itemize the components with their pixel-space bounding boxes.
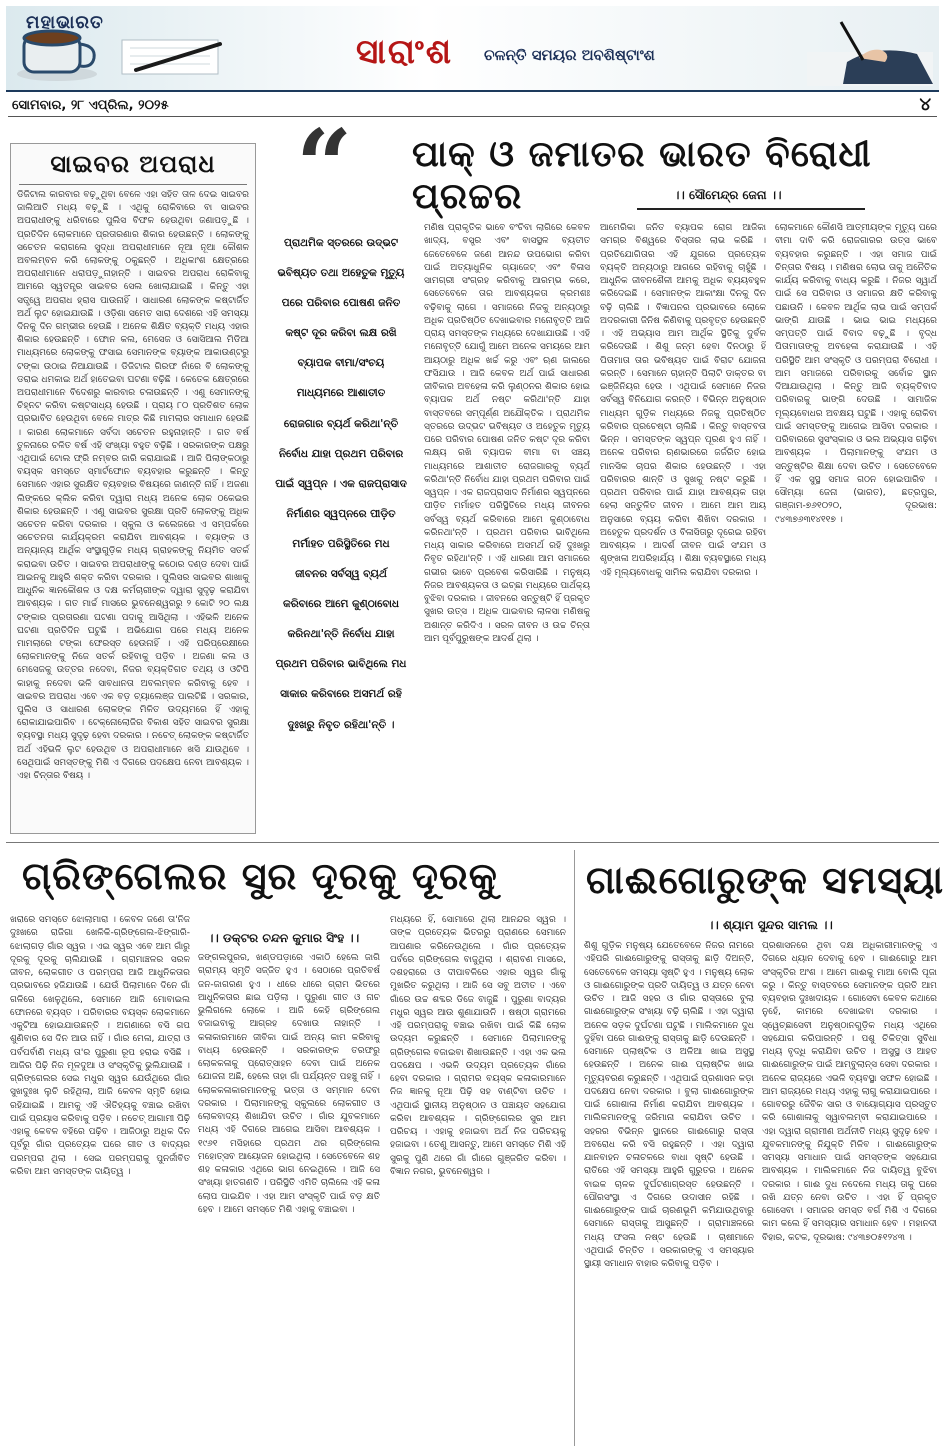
pullquote-line: ରୋଜଗାର ବ୍ୟର୍ଥ କରିଥା'ନ୍ତି <box>283 417 399 430</box>
pullquote-line: ମାଧ୍ୟମରେ ଆଶାତୀତ <box>296 387 386 400</box>
article-headline: ପାକ୍ ଓ ଜମାତର ଭାରତ ବିରୋଧୀ ପ୍ରଚ୍ଚର <box>412 134 872 217</box>
editorial-sidebar <box>10 143 256 834</box>
pullquote-line: ନିର୍ବୋଧ ଯାହା ପ୍ରଥମ ପରିବାର <box>278 447 404 460</box>
article-column: ଜଙ୍ଗଲପୁରର, ଖଣ୍ଡପଡ଼ାରେ ଏକାଠି ହେଲେ ଜାଗି ଗ୍ରାମ୍ୟ ସ୍ମୃତି ସଜ୍ଜିତ ହୁଏ । ସେଠାରେ ପ୍ରତିବର୍ଷ ଜନ-ଜାଗରଣ ହୁଏ । ଧୀରେ ଧୀରେ ଗ୍ରାମ ଭିତରେ ଆଧୁନିକତାର ଛାଇ ପଡ଼ିଲା । ପୁରୁଣା ଗୀତ ଓ ନାଚ ଭୁଲିଗଲେ ଲୋକେ । ଆଜି କେହି ଗ୍ରିଙ୍ଗେଲ ବଜାଇବାକୁ ଆଗ୍ରହ ଦେଖାଉ ନାହାନ୍ତି । କଳାକାରମାନେ ଜୀବିକା ପାଇଁ ଅନ୍ୟ କାମ କରିବାକୁ ବାଧ୍ୟ ହେଉଛନ୍ତି । ସରକାରଙ୍କ ତରଫରୁ ଲୋକକଳାକୁ ପ୍ରୋତ୍ସାହନ ଦେବା ପାଇଁ ଅନେକ ଯୋଜନା ଅଛି, ହେଲେ ତାହା ଗାଁ ପର୍ଯ୍ୟନ୍ତ ପହଞ୍ଚୁ ନାହିଁ । ଲୋକକଳାକାରମାନଙ୍କୁ ଭତ୍ତା ଓ ସମ୍ମାନ ଦେବା ଦରକାର । ପିଲାମାନଙ୍କୁ ସ୍କୁଲରେ ଲୋକଗୀତ ଓ ଲୋକବାଦ୍ୟ ଶିଖାଯିବା ଉଚିତ । ଗାଁର ଯୁବକମାନେ ମଧ୍ୟ ଏହି ଦିଗରେ ଆଗେଇ ଆସିବା ଆବଶ୍ୟକ । ୧୯୬୧ ମସିହାରେ ପ୍ରଥମ ଥର ଗ୍ରିଙ୍ଗେଲ ମହୋତ୍ସବ ଆୟୋଜନ ହୋଇଥିଲା । ସେତେବେଳେ ଶହ ଶହ କଳାକାର ଏଥିରେ ଭାଗ ନେଇଥିଲେ । ଆଜି ସେ ସଂଖ୍ୟା ହାତଗଣତି । ପରିସ୍ଥିତି ଏମିତି ଚାଲିଲେ ଏହି କଳା ଲୋପ ପାଇଯିବ । ଏହା ଆମ ସଂସ୍କୃତି ପାଇଁ ବଡ଼ କ୍ଷତି ହେବ । ଆମେ ସମସ୍ତେ ମିଶି ଏହାକୁ ବଞ୍ଚାଇବା । <box>198 953 380 1215</box>
dateline <box>8 96 937 117</box>
divider <box>19 184 247 185</box>
pullquote-line: କରିନଥା'ନ୍ତି ନିର୍ବୋଧ ଯାହା <box>287 628 395 641</box>
pullquote-line: କଷ୍ଟ ଦୂର କରିବା ଲକ୍ଷ ରଖି <box>285 327 397 340</box>
section-title: ସାରାଂଶ <box>356 32 453 72</box>
pullquote-line: ଜୀବନର ସର୍ବସ୍ୱ ବ୍ୟର୍ଥ <box>295 568 387 581</box>
divider <box>574 850 575 1446</box>
section-subtitle: ଚଳନ୍ତି ସମୟର ଅବଶିଷ୍ଟାଂଶ <box>484 46 655 64</box>
pullquote-line: ନିର୍ମାଣର ସ୍ୱପ୍ନରେ ପୀଡ଼ିତ <box>286 507 396 520</box>
article-byline: ।। ଶ୍ୟାମ ସୁନ୍ଦର ସାମଲ ।। <box>708 918 833 932</box>
pullquote-line: ପ୍ରାଥମିକ ସ୍ତରରେ ଉଦ୍ଭଟ <box>283 237 398 249</box>
masthead <box>6 6 939 92</box>
pullquote-line: କରିବାରେ ଆମେ କୁଣ୍ଠାବୋଧ <box>282 598 400 611</box>
article-column: ମଣିଷ ପ୍ରାକୃତିକ ଭାବେ ବଂଚିବା ଲାଗିରେ କେବଳ ଖାଦ୍ୟ, ବସ୍ତ୍ର ଏବଂ ବାସସ୍ଥଳ ବ୍ୟତୀତ ଜେତେବେଳେ ଜଣେ ଆନନ୍ଦ ଉପଭୋଗ କରିବା ପାଇଁ ଅତ୍ୟାଧୁନିକ ଗ୍ୟାଜେଟ୍ ଏବଂ ବିଳାସ ସାମଗ୍ରୀ ସଂଗ୍ରହ କରିବାକୁ ଆରମ୍ଭ କରେ, ସେତେବେଳେ ତାର ଆବଶ୍ୟକତା କ୍ରମଶଃ ବଢ଼ିବାକୁ ଲାଗେ । ସମାଜରେ ନିଜକୁ ଅନ୍ୟଠାରୁ ଅଧିକ ପ୍ରତିଷ୍ଠିତ ଦେଖାଇବାର ମନୋବୃତ୍ତି ଆଜି ପ୍ରାୟ ସମସ୍ତଙ୍କ ମଧ୍ୟରେ ଦେଖାଯାଉଛି । ଏହି ମନୋବୃତ୍ତି ଯୋଗୁଁ ଆମେ ଅନେକ ସମୟରେ ଆମ ଆୟଠାରୁ ଅଧିକ ଖର୍ଚ୍ଚ କରୁ ଏବଂ ଋଣ ଜାଲରେ ଫସିଯାଉ । ଆଜି କେବଳ ଅର୍ଥ ପାଇଁ ସାଧାରଣ ଜୀବିକାର ଅବହେଳା କରି ଲୁଣ୍ଠନର ଶିକାର ହୋଇ ବ୍ୟାପକ ଅର୍ଥ ନଷ୍ଟ କରିଥା'ନ୍ତି ଯାହା ବାସ୍ତବରେ ସମ୍ପୂର୍ଣ୍ଣ ଅଯୌକ୍ତିକ । ପ୍ରାଥମିକ ସ୍ତରରେ ଉଦ୍ଭଟ ଭବିଷ୍ୟତ ଓ ଅହେତୁକ ମୃତ୍ୟୁ ପରେ ପରିବାର ପୋଷଣ ଜନିତ କଷ୍ଟ ଦୂର କରିବା ଲକ୍ଷ୍ୟ ରଖି ବ୍ୟାପକ ବୀମା ବା ସଞ୍ଚୟ ମାଧ୍ୟମରେ ଆଶାତୀତ ରୋଜଗାରକୁ ବ୍ୟର୍ଥ କରିଥା'ନ୍ତି ନିର୍ବୋଧ ଯାହା ପ୍ରଥମ ପରିବାର ପାଇଁ ସ୍ୱପ୍ନ । ଏକ ରାଜପ୍ରାସାଦ ନିର୍ମାଣର ସ୍ୱପ୍ନରେ ପୀଡ଼ିତ ମର୍ମାହତ ପରିସ୍ଥିତିରେ ମଧ୍ୟ ଜୀବନର ସର୍ବସ୍ୱ ବ୍ୟର୍ଥ କରିବାରେ ଆମେ କୁଣ୍ଠାବୋଧ କରିନଥା'ନ୍ତି । ପ୍ରଥମ ପରିବାର ଭାବିଥିଲେ ମଧ୍ୟ ସାକାର କରିବାରେ ଅସମର୍ଥ ରହି ଦୁଃଖରୁ ନିବୃତ ରହିଥା'ନ୍ତି । ଏହି ଧାରଣା ଆମ ସମାଜରେ ଗଭୀର ଭାବେ ପ୍ରବେଶ କରିସାରିଛି । ମନୁଷ୍ୟ ନିଜର ଆବଶ୍ୟକତା ଓ ଇଚ୍ଛା ମଧ୍ୟରେ ପାର୍ଥକ୍ୟ ବୁଝିବା ଦରକାର । ଜୀବନରେ ସନ୍ତୁଷ୍ଟି ହିଁ ପ୍ରକୃତ ସୁଖର ଉତ୍ସ । ଅଧିକ ପାଇବାର ଲାଳସା ମଣିଷକୁ ଅଶାନ୍ତ କରିଦିଏ । ସରଳ ଜୀବନ ଓ ଉଚ୍ଚ ଚିନ୍ତା ଆମ ପୂର୍ବପୁରୁଷଙ୍କ ଆଦର୍ଶ ଥିଲା । <box>424 223 590 644</box>
pullquote-line: ସାକାର କରିବାରେ ଅସମର୍ଥ ରହି <box>280 688 402 701</box>
quote-mark-icon: “ <box>296 109 353 224</box>
article-column: ଆମେରିକା ଜନିତ ବ୍ୟାପକ ରୋଗ ଆଜିକା ସମଗ୍ର ବିଶ୍ୱରେ ବିସ୍ତାର ଲାଭ କରିଛି । ପ୍ରତିଯୋଗିତାର ଏହି ଯୁଗରେ ପ୍ରତ୍ୟେକ ବ୍ୟକ୍ତି ଅନ୍ୟଠାରୁ ଆଗରେ ରହିବାକୁ ଚାହୁଁଛି । ଆଧୁନିକ ଜୀବନଶୈଳୀ ଆମକୁ ଅଧିକ ବ୍ୟୟବହୁଳ କରିଦେଇଛି । ସେମାନଙ୍କ ଆକାଂକ୍ଷା ଦିନକୁ ଦିନ ବଢ଼ି ଚାଲିଛି । ବିଜ୍ଞାପନର ପ୍ରଭାବରେ ଲୋକେ ଅଦରକାରୀ ଜିନିଷ କିଣିବାକୁ ପ୍ରବୃତ୍ତ ହେଉଛନ୍ତି । ଏହି ଅଭ୍ୟାସ ଆମ ଆର୍ଥିକ ସ୍ଥିତିକୁ ଦୁର୍ବଳ କରିଦେଉଛି । ଶିଶୁ ଜନ୍ମ ହେବା ଦିନଠାରୁ ହିଁ ପିତାମାତା ତାର ଭବିଷ୍ୟତ ପାଇଁ ବିରାଟ ଯୋଜନା କରନ୍ତି । ସେମାନେ ଚାହାନ୍ତି ପିଲାଟି ଡାକ୍ତର ବା ଇଞ୍ଜିନିୟର ହେଉ । ଏଥିପାଇଁ ସେମାନେ ନିଜର ସର୍ବସ୍ୱ ବିନିଯୋଗ କରନ୍ତି । ବିଭିନ୍ନ ଅନୁଷ୍ଠାନ ମାଧ୍ୟମ ଗୁଡ଼ିକ ମଧ୍ୟରେ ନିଜକୁ ପ୍ରତିଷ୍ଠିତ କରିବାର ପ୍ରଚେଷ୍ଟା ଚାଲିଛି । କିନ୍ତୁ ବାସ୍ତବତା ଭିନ୍ନ । ସମସ୍ତଙ୍କ ସ୍ୱପ୍ନ ପୂରଣ ହୁଏ ନାହିଁ । ଅନେକ ପରିବାର ଋଣଭାରରେ ଜର୍ଜରିତ ହୋଇ ମାନସିକ ଚାପର ଶିକାର ହେଉଛନ୍ତି । ଏହା ପରିବାରର ଶାନ୍ତି ଓ ସୁଖକୁ ନଷ୍ଟ କରୁଛି । ପ୍ରଥମ ପରିବାର ପାଇଁ ଯାହା ଆବଶ୍ୟକ ତାହା ହେଲା ସନ୍ତୁଳିତ ଜୀବନ । ଆମେ ଆମ ଆୟ ଅନୁସାରେ ବ୍ୟୟ କରିବା ଶିଖିବା ଦରକାର । ଅହେତୁକ ପ୍ରଦର୍ଶନ ଓ ବିଳାସିତାରୁ ଦୂରେଇ ରହିବା ଆବଶ୍ୟକ । ଆଦର୍ଶ ଜୀବନ ପାଇଁ ସଂଯମ ଓ ଶୃଙ୍ଖଳା ଅପରିହାର୍ଯ୍ୟ । ଶିକ୍ଷା ବ୍ୟବସ୍ଥାରେ ମଧ୍ୟ ଏହି ମୂଲ୍ୟବୋଧକୁ ସାମିଲ କରାଯିବା ଦରକାର । <box>600 223 766 578</box>
writing-hand-icon <box>807 12 933 86</box>
page-number: ୪ <box>919 94 931 115</box>
article-byline: ।। ଡକ୍ଟର ଚନ୍ଦନ କୁମାର ସିଂହ ।। <box>208 931 360 945</box>
pullquote-line: ଦୁଃଖରୁ ନିବୃତ ରହିଥା'ନ୍ତି । <box>287 718 395 731</box>
article-headline: ଗ୍ରିଙ୍ଗେଲର ସୁର ଦୂରକୁ ଦୂରକୁ <box>22 854 498 898</box>
article-column: ମଧ୍ୟରେ ହିଁ, ସୋମାରେ ଥିଲା ଆନନ୍ଦର ସ୍ୱର । ତାଙ୍କ ପ୍ରତ୍ୟେକ ଭିତରରୁ ପ୍ରାଣରେ ସେମାନେ ଆପଣାର କରିନେଉଥିଲେ । ଗାଁର ପ୍ରତ୍ୟେକ ପର୍ବରେ ଗ୍ରିଙ୍ଗେଲ ବାଜୁଥିଲା । ଶ୍ରାବଣ ମାସରେ, ଦଶହରାରେ ଓ ଦୀପାବଳିରେ ଏହାର ସ୍ୱର ଗାଁକୁ ମୁଖରିତ କରୁଥିଲା । ଆଜି ସେ ସବୁ ଅତୀତ । ଏବେ ଗାଁରେ ଉଚ୍ଚ ଶବ୍ଦର ଡିଜେ ବାଜୁଛି । ପୁରୁଣା ବାଦ୍ୟର ମଧୁର ସ୍ୱର ଆଉ ଶୁଣାଯାଉନି । ଷଷ୍ଠୀ ଗ୍ରାମରେ ଏହି ପରମ୍ପରାକୁ ବଞ୍ଚାଇ ରଖିବା ପାଇଁ କିଛି ଲୋକ ଉଦ୍ୟମ କରୁଛନ୍ତି । ସେମାନେ ପିଲାମାନଙ୍କୁ ଗ୍ରିଙ୍ଗେଲ ବଜାଇବା ଶିଖାଉଛନ୍ତି । ଏହା ଏକ ଭଲ ପଦକ୍ଷେପ । ଏଭଳି ଉଦ୍ୟମ ପ୍ରତ୍ୟେକ ଗାଁରେ ହେବା ଦରକାର । ଗ୍ରାମର ବୟସ୍କ କଳାକାରମାନେ ନିଜ ଜ୍ଞାନକୁ ନୂଆ ପିଢ଼ି ସହ ବାଣ୍ଟିବା ଉଚିତ । ଏଥିପାଇଁ ସ୍ଥାନୀୟ ଅନୁଷ୍ଠାନ ଓ ପଞ୍ଚାୟତ ସହଯୋଗ କରିବା ଆବଶ୍ୟକ । ଗ୍ରିଙ୍ଗେଲର ସୁର ଆମ ପରିଚୟ । ଏହାକୁ ହଜାଇବା ଅର୍ଥ ନିଜ ପରିଚୟକୁ ହଜାଇବା । ତେଣୁ ଆସନ୍ତୁ, ଆମେ ସମସ୍ତେ ମିଶି ଏହି ସୁରକୁ ପୁଣି ଥରେ ଗାଁ ଗାଁରେ ଗୁଞ୍ଜରିତ କରିବା । ବିଜ୍ଞାନ ନଗର, ଭୁବନେଶ୍ୱର । <box>390 915 566 1177</box>
pullquote <box>266 228 416 740</box>
article-column: ପ୍ରଶାସନରେ ଥିବା ଦକ୍ଷ ଅଧିକାରୀମାନଙ୍କୁ ଏ ଦିଗରେ ଧ୍ୟାନ ଦେବାକୁ ହେବ । ଗାଈଗୋରୁ ଆମ ସଂସ୍କୃତିର ଅଂଶ । ଆମେ ଗାଈକୁ ମାଆ ବୋଲି ପୂଜା କରୁ । କିନ୍ତୁ ବାସ୍ତବରେ ସେମାନଙ୍କ ପ୍ରତି ଆମ ବ୍ୟବହାର ଦୁଃଖଦାୟକ । ଗୋସେବା କେବଳ କଥାରେ ନୁହେଁ, କାମରେ ଦେଖାଇବା ଦରକାର । ସ୍ୱେଚ୍ଛାସେବୀ ଅନୁଷ୍ଠାନଗୁଡ଼ିକ ମଧ୍ୟ ଏଥିରେ ସହଯୋଗ କରିପାରନ୍ତି । ପଶୁ ଚିକିତ୍ସା ସୁବିଧା ମଧ୍ୟ ବୃଦ୍ଧି କରାଯିବା ଉଚିତ । ଅସୁସ୍ଥ ଓ ଆହତ ଗାଈଗୋରୁଙ୍କ ପାଇଁ ଆମ୍ବୁଲାନ୍ସ ସେବା ଦରକାର । ଅନେକ ରାଜ୍ୟରେ ଏଭଳି ବ୍ୟବସ୍ଥା ସଫଳ ହୋଇଛି । ଆମ ରାଜ୍ୟରେ ମଧ୍ୟ ଏହାକୁ ଲାଗୁ କରାଯାଇପାରେ । ଗୋବରରୁ ଜୈବିକ ସାର ଓ ବାୟୋଗ୍ୟାସ ପ୍ରସ୍ତୁତ କରି ଗୋଶାଳାକୁ ସ୍ୱାବଲମ୍ବୀ କରାଯାଇପାରେ । ଏହା ଦ୍ୱାରା ଗ୍ରାମୀଣ ଅର୍ଥନୀତି ମଧ୍ୟ ସୁଦୃଢ଼ ହେବ । ଯୁବକମାନଙ୍କୁ ନିଯୁକ୍ତି ମିଳିବ । ଗାଈଗୋରୁଙ୍କ ସମସ୍ୟା ସମାଧାନ ପାଇଁ ସମସ୍ତଙ୍କ ସହଯୋଗ ଆବଶ୍ୟକ । ମାଲିକମାନେ ନିଜ ଦାୟିତ୍ୱ ବୁଝିବା ଦରକାର । ଗାଈ ଦୁଧ ନଦେଲେ ମଧ୍ୟ ତାକୁ ଘରେ ରଖି ଯତ୍ନ ନେବା ଉଚିତ । ଏହା ହିଁ ପ୍ରକୃତ ଗୋସେବା । ସମାଜର ସମସ୍ତ ବର୍ଗ ମିଶି ଏ ଦିଗରେ କାମ କଲେ ହିଁ ସମସ୍ୟାର ସମାଧାନ ହେବ । ମହାନଦୀ ବିହାର, କଟକ, ଦୂରଭାଷ: ୯୪୩୭୦୫୧୨୪୩ । <box>762 941 937 1243</box>
article-column: ଲୋକମାନେ କୌଣସି ଆତ୍ମୀୟଙ୍କ ମୃତ୍ୟୁ ପରେ ବୀମା ଦାବି କରି ରୋଜଗାରର ଉତ୍ସ ଭାବେ ବ୍ୟବହାର କରୁଛନ୍ତି । ଏହା ସମାଜ ପାଇଁ ଚିନ୍ତାର ବିଷୟ । ମଣିଷର ଲୋଭ ତାକୁ ଅନୈତିକ କାର୍ଯ୍ୟ କରିବାକୁ ବାଧ୍ୟ କରୁଛି । ନିଜର ସ୍ୱାର୍ଥ ପାଇଁ ସେ ପରିବାର ଓ ସମାଜର କ୍ଷତି କରିବାକୁ ପଛାଉନି । କେବଳ ଆର୍ଥିକ ଲାଭ ପାଇଁ ସମ୍ପର୍କ ଭାଙ୍ଗି ଯାଉଛି । ଭାଇ ଭାଇ ମଧ୍ୟରେ ସମ୍ପତ୍ତି ପାଇଁ ବିବାଦ ବଢ଼ୁଛି । ବୃଦ୍ଧ ପିତାମାତାଙ୍କୁ ଅବହେଳା କରାଯାଉଛି । ଏହି ପରିସ୍ଥିତି ଆମ ସଂସ୍କୃତି ଓ ପରମ୍ପରା ବିରୋଧୀ । ଆମ ସମାଜରେ ପରିବାରକୁ ସର୍ବୋଚ୍ଚ ସ୍ଥାନ ଦିଆଯାଉଥିଲା । କିନ୍ତୁ ଆଜି ବ୍ୟକ୍ତିବାଦ ପରିବାରକୁ ଭାଙ୍ଗି ଦେଉଛି । ସାମାଜିକ ମୂଲ୍ୟବୋଧର ଅବକ୍ଷୟ ଘଟୁଛି । ଏହାକୁ ରୋକିବା ପାଇଁ ସମସ୍ତଙ୍କୁ ଆଗେଇ ଆସିବା ଦରକାର । ପରିବାରରେ ସୁସଂସ୍କାର ଓ ଭଲ ଅଭ୍ୟାସ ଗଢ଼ିବା ଆବଶ୍ୟକ । ପିଲାମାନଙ୍କୁ ସଂଯମ ଓ ସନ୍ତୁଷ୍ଟିର ଶିକ୍ଷା ଦେବା ଉଚିତ । ସେତେବେଳେ ହିଁ ଏକ ସୁସ୍ଥ ସମାଜ ଗଠନ ହୋଇପାରିବ । ସୌମ୍ୟା ଜେନା (ଭାରତ), ଛତ୍ରପୁର, ଗଞ୍ଜାମ-୭୬୧୦୨୦, ଦୂରଭାଷ: ୯୪୩୭୬୩୧୪୧୧୭ । <box>775 223 937 525</box>
notebook-pen-icon <box>116 36 226 76</box>
sidebar-title: ସାଇବର ଅପରାଧ <box>50 150 216 178</box>
brand-logo: ମହାଭାରତ <box>26 12 104 33</box>
pullquote-line: ବ୍ୟାପକ ବୀମା/ସଂଚୟ <box>297 357 385 370</box>
pullquote-line: ପାଇଁ ସ୍ୱପ୍ନ । ଏକ ରାଜପ୍ରାସାଦ <box>275 477 407 490</box>
sidebar-body: ଡିଜିଟାଲ କାରବାର ବଢ଼ୁଥିବା ବେଳେ ଏହା ସହିତ ତାଳ ଦେଇ ସାଇବର ଜାଲିଆତି ମଧ୍ୟ ବଢ଼ୁଛି । ଏଥିକୁ ରୋକିବାରେ ବା ସାଇବର ଅପରାଧୀଙ୍କୁ ଧରିବାରେ ପୁଲିସ ବିଫଳ ହେଉଥିବା ଜଣାପଡ଼ୁଛି । ପ୍ରତିଦିନ ଲୋକମାନେ ପ୍ରତାରଣାର ଶିକାର ହେଉଛନ୍ତି । ଲୋକଙ୍କୁ ସଚେତନ କରାଗଲେ ସୁଦ୍ଧା ଅପରାଧୀମାନେ ନୂଆ ନୂଆ କୌଶଳ ଅବଲମ୍ବନ କରି ଲୋକଙ୍କୁ ଠକୁଛନ୍ତି । ଅଧିକାଂଶ କ୍ଷେତ୍ରରେ ଅପରାଧୀମାନେ ଧରାପଡ଼ୁନାହାନ୍ତି । ସାଇବର ଅପରାଧ ରୋକିବାକୁ ଆମରେ ସ୍ୱତନ୍ତ୍ର ସାଇବର ସେଲ ଖୋଲାଯାଇଛି । କିନ୍ତୁ ଏହା ସତ୍ତ୍ୱେ ଅପରାଧ ହ୍ରାସ ପାଉନାହିଁ । ସାଧାରଣ ଲୋକଙ୍କ କଷ୍ଟାର୍ଜିତ ଅର୍ଥ ଲୁଟ ହୋଇଯାଉଛି । ଓଡ଼ିଶା ସମେତ ସାରା ଦେଶରେ ଏହି ସମସ୍ୟା ଦିନକୁ ଦିନ ଗମ୍ଭୀର ହେଉଛି । ଅନେକ ଶିକ୍ଷିତ ବ୍ୟକ୍ତି ମଧ୍ୟ ଏହାର ଶିକାର ହେଉଛନ୍ତି । ଫୋନ କଲ, ମେସେଜ ଓ ସୋସିଆଲ ମିଡିଆ ମାଧ୍ୟମରେ ଲୋକଙ୍କୁ ଫସାଇ ସେମାନଙ୍କ ବ୍ୟାଙ୍କ ଆକାଉଣ୍ଟରୁ ଟଙ୍କା ଉଠାଇ ନିଆଯାଉଛି । ଡିଜିଟାଲ ଗିରଫ ନାଁରେ ବି ଲୋକଙ୍କୁ ଡରାଇ ଧମକାଇ ଅର୍ଥ ହାତେଇବା ଘଟଣା ବଢ଼ିଛି । କେତେକ କ୍ଷେତ୍ରରେ ଅପରାଧୀମାନେ ବିଦେଶରୁ କାରବାର ଚଳାଉଛନ୍ତି । ଏଣୁ ସେମାନଙ୍କୁ ଚିହ୍ନଟ କରିବା କଷ୍ଟସାଧ୍ୟ ହେଉଛି । ପ୍ରାୟ ୮୦ ପ୍ରତିଶତ ଲୋକ ପ୍ରଭାବିତ ହେଉଥିବା ବେଳେ ମାତ୍ର କିଛି ମାମଲାର ସମାଧାନ ହେଉଛି । କାରଣ ଲୋକମାନେ ସର୍ବଦା ସଚେତନ ରହୁନାହାନ୍ତି । ଗତ ବର୍ଷ ତୁଳନାରେ ଚଳିତ ବର୍ଷ ଏହି ସଂଖ୍ୟା ବହୁତ ବଢ଼ିଛି । ସରକାରଙ୍କ ପକ୍ଷରୁ ଏଥିପାଇଁ ଟୋଲ ଫ୍ରି ନମ୍ବର ଜାରି କରାଯାଇଛି । ଆଜି ପିଲାଙ୍କଠାରୁ ବୟସ୍କ ସମସ୍ତେ ସ୍ମାର୍ଟଫୋନ ବ୍ୟବହାର କରୁଛନ୍ତି । କିନ୍ତୁ ସେମାନେ ଏହାର ସୁରକ୍ଷିତ ବ୍ୟବହାର ବିଷୟରେ ଜାଣନ୍ତି ନାହିଁ । ଅଜଣା ଲିଙ୍କରେ କ୍ଲିକ କରିବା ଦ୍ୱାରା ମଧ୍ୟ ଅନେକ ଲୋକ ଠକେଇର ଶିକାର ହେଉଛନ୍ତି । ଏଣୁ ସାଇବର ସୁରକ୍ଷା ପ୍ରତି ଲୋକଙ୍କୁ ଅଧିକ ସଚେତନ କରିବା ଦରକାର । ସ୍କୁଲ ଓ କଲେଜରେ ଏ ସମ୍ପର୍କରେ ସଚେତନତା କାର୍ଯ୍ୟକ୍ରମ କରାଯିବା ଆବଶ୍ୟକ । ବ୍ୟାଙ୍କ ଓ ଅନ୍ୟାନ୍ୟ ଆର୍ଥିକ ସଂସ୍ଥାଗୁଡ଼ିକ ମଧ୍ୟ ଗ୍ରାହକଙ୍କୁ ନିୟମିତ ସତର୍କ କରାଇବା ଉଚିତ । ସାଇବର ଅପରାଧୀଙ୍କୁ କଠୋର ଦଣ୍ଡ ଦେବା ପାଇଁ ଆଇନକୁ ଆହୁରି ଶକ୍ତ କରିବା ଦରକାର । ପୁଲିସର ସାଇବର ଶାଖାକୁ ଆଧୁନିକ ଜ୍ଞାନକୌଶଳ ଓ ଦକ୍ଷ କର୍ମଚାରୀଙ୍କ ଦ୍ୱାରା ସୁଦୃଢ଼ କରାଯିବା ଆବଶ୍ୟକ । ଗତ ମାର୍ଚ୍ଚ ମାସରେ ଭୁବନେଶ୍ୱରରୁ ୨ କୋଟି ୨୦ ଲକ୍ଷ ଟଙ୍କାର ପ୍ରତାରଣା ଘଟଣା ପଦାକୁ ଆସିଥିଲା । ଏହିଭଳି ଅନେକ ଘଟଣା ପ୍ରତିଦିନ ଘଟୁଛି । ଅଭିଯୋଗ ପରେ ମଧ୍ୟ ଅନେକ ମାମଲାରେ ଟଙ୍କା ଫେରସ୍ତ ହେଉନାହିଁ । ଏହି ପରିପ୍ରେକ୍ଷୀରେ ଲୋକମାନଙ୍କୁ ନିଜେ ସତର୍କ ରହିବାକୁ ପଡ଼ିବ । ଅଜଣା କଲ ଓ ମେସେଜକୁ ଉତ୍ତର ନଦେବା, ନିଜର ବ୍ୟକ୍ତିଗତ ତଥ୍ୟ ଓ ଓଟିପି କାହାକୁ ନଦେବା ଭଳି ସାବଧାନତା ଅବଲମ୍ବନ କରିବାକୁ ହେବ । ସାଇବର ଅପରାଧ ଏବେ ଏକ ବଡ଼ ଚ୍ୟାଲେଞ୍ଜ ପାଲଟିଛି । ସରକାର, ପୁଲିସ ଓ ସାଧାରଣ ଲୋକଙ୍କ ମିଳିତ ଉଦ୍ୟମରେ ହିଁ ଏହାକୁ ରୋକାଯାଇପାରିବ । ଟେକ୍ନୋଲୋଜିର ବିକାଶ ସହିତ ସାଇବର ସୁରକ୍ଷା ବ୍ୟବସ୍ଥା ମଧ୍ୟ ସୁଦୃଢ଼ ହେବା ଦରକାର । ନଚେତ୍ ଲୋକଙ୍କ କଷ୍ଟାର୍ଜିତ ଅର୍ଥ ଏହିଭଳି ଲୁଟ ହେଉଥିବ ଓ ଅପରାଧୀମାନେ ଖସି ଯାଉଥିବେ । ସେଥିପାଇଁ ସମସ୍ତଙ୍କୁ ମିଶି ଏ ଦିଗରେ ପଦକ୍ଷେପ ନେବା ଆବଶ୍ୟକ । ଏହା ଚିନ୍ତାର ବିଷୟ । <box>17 190 249 781</box>
issue-date: ସୋମବାର, ୨୮ ଏପ୍ରିଲ, ୨୦୨୫ <box>12 98 169 113</box>
article-column: ଶିଶୁ ଗୁଡ଼ିକ ମନୁଷ୍ୟ ଯେତେବେଳେ ନିଜର ନାମରେ ଏହିପରି ଗାଈଗୋରୁଙ୍କୁ ରାସ୍ତାକୁ ଛାଡ଼ି ଦିଅନ୍ତି, ସେତେବେଳେ ସମସ୍ୟା ସୃଷ୍ଟି ହୁଏ । ମନୁଷ୍ୟ ଲୋକ ଓ ଗାଈଗୋରୁଙ୍କ ପ୍ରତି ଦାୟିତ୍ୱ ଓ ଯତ୍ନ ନେବା ଉଚିତ । ଆଜି ସହର ଓ ଗାଁର ରାସ୍ତାରେ ବୁଲା ଗାଈଗୋରୁଙ୍କ ସଂଖ୍ୟା ବଢ଼ି ଚାଲିଛି । ଏହା ଦ୍ୱାରା ଅନେକ ସଡ଼କ ଦୁର୍ଘଟଣା ଘଟୁଛି । ମାଲିକମାନେ ଦୁଧ ଦୁହିଁବା ପରେ ଗାଈଙ୍କୁ ରାସ୍ତାକୁ ଛାଡ଼ି ଦେଉଛନ୍ତି । ସେମାନେ ପ୍ଲାଷ୍ଟିକ ଓ ଅଳିଆ ଖାଇ ଅସୁସ୍ଥ ହେଉଛନ୍ତି । ଅନେକ ଗାଈ ପ୍ଲାଷ୍ଟିକ ଖାଇ ମୃତ୍ୟୁବରଣ କରୁଛନ୍ତି । ଏଥିପାଇଁ ପ୍ରଶାସନ କଡ଼ା ପଦକ୍ଷେପ ନେବା ଦରକାର । ବୁଲା ଗାଈଗୋରୁଙ୍କ ପାଇଁ ଗୋଶାଳା ନିର୍ମାଣ କରାଯିବା ଆବଶ୍ୟକ । ମାଲିକମାନଙ୍କୁ ଜରିମାନା କରାଯିବା ଉଚିତ । ସହରର ବିଭିନ୍ନ ସ୍ଥାନରେ ଗାଈଗୋରୁ ରାସ୍ତା ଅବରୋଧ କରି ବସି ରହୁଛନ୍ତି । ଏହା ଦ୍ୱାରା ଯାନବାହନ ଚଳାଚଳରେ ବାଧା ସୃଷ୍ଟି ହେଉଛି । ରାତିରେ ଏହି ସମସ୍ୟା ଆହୁରି ଗୁରୁତର । ଅନେକ ବାଇକ ଚାଳକ ଦୁର୍ଘଟଣାଗ୍ରସ୍ତ ହେଉଛନ୍ତି । ପୌରସଂସ୍ଥା ଏ ଦିଗରେ ଉଦାସୀନ ରହିଛି । ଗାଈଗୋରୁଙ୍କ ପାଇଁ ଚାରଣଭୂମି କମିଯାଉଥିବାରୁ ସେମାନେ ରାସ୍ତାକୁ ଆସୁଛନ୍ତି । ଗ୍ରାମାଞ୍ଚଳରେ ମଧ୍ୟ ଫସଲ ନଷ୍ଟ ହେଉଛି । ଚାଷୀମାନେ ଏଥିପାଇଁ ଚିନ୍ତିତ । ସରକାରଙ୍କୁ ଏ ସମସ୍ୟାର ସ୍ଥାୟୀ ସମାଧାନ ବାହାର କରିବାକୁ ପଡ଼ିବ । <box>584 941 754 1269</box>
pullquote-line: ପ୍ରଥମ ପରିବାର ଭାବିଥିଲେ ମଧ <box>275 658 407 671</box>
article-column: ଖରାରେ ସମସ୍ତେ ଝୋଲାମାରା । କେବଳ ଜଣେ ତା'ନିଜ ଦୁଃଖରେ ରାଜିଗା ଖେଳିକି-ଗ୍ରିଙ୍ଗେଲ-ଝିଙ୍ଗାରି-ଝୋଲାଗଡ଼ ଗାଁର ସ୍ୱର । ଏଇ ସ୍ୱର ଏବେ ଆମ ଗାଁରୁ ଦୂରକୁ ଦୂରକୁ ଚାଲିଯାଉଛି । ଗ୍ରାମାଞ୍ଚଳର ସରଳ ଜୀବନ, ଲୋକଗୀତ ଓ ପରମ୍ପରା ଆଜି ଆଧୁନିକତାର ପ୍ରଭାବରେ ହଜିଯାଉଛି । ଯେଉଁ ପିଲାମାନେ ଦିନେ ଗାଁ ଗଳିରେ ଖେଳୁଥିଲେ, ସେମାନେ ଆଜି ମୋବାଇଲ ଫୋନରେ ବ୍ୟସ୍ତ । ପରିବାରର ବୟସ୍କ ଲୋକମାନେ ଏକୁଟିଆ ହୋଇଯାଉଛନ୍ତି । ଅଗଣାରେ ବସି ଗପ ଶୁଣିବାର ସେ ଦିନ ଆଉ ନାହିଁ । ଗାଁର ମେଳା, ଯାତ୍ରା ଓ ପର୍ବପର୍ବାଣି ମଧ୍ୟ ତା'ର ପୁରୁଣା ରୂପ ହରାଇ ବସିଛି । ଆଜିର ପିଢ଼ି ନିଜ ମୂଳଦୁଆ ଓ ସଂସ୍କୃତିକୁ ଭୁଲିଯାଉଛି । ଗ୍ରିଙ୍ଗେଲର ସେଇ ମଧୁର ସ୍ୱର ଯେଉଁଥିରେ ଗାଁର ସୁଖଦୁଃଖ ଲୁଚି ରହିଥିଲା, ଆଜି କେବଳ ସ୍ମୃତି ହୋଇ ରହିଯାଇଛି । ଆମକୁ ଏହି ଐତିହ୍ୟକୁ ବଞ୍ଚାଇ ରଖିବା ପାଇଁ ପ୍ରୟାସ କରିବାକୁ ପଡ଼ିବ । ନଚେତ୍ ଆଗାମୀ ପିଢ଼ି ଏହାକୁ କେବଳ ବହିରେ ପଢ଼ିବ । ଆଜିଠାରୁ ଅଧିକ ଦିନ ପୂର୍ବରୁ ଗାଁର ପ୍ରତ୍ୟେକ ଘରେ ଗୀତ ଓ ବାଦ୍ୟର ପରମ୍ପରା ଥିଲା । ସେଇ ପରମ୍ପରାକୁ ପୁନର୍ଜୀବିତ କରିବା ଆମ ସମସ୍ତଙ୍କ ଦାୟିତ୍ୱ । <box>10 915 190 1177</box>
divider <box>637 208 865 210</box>
pullquote-line: ପରେ ପରିବାର ପୋଷଣ ଜନିତ <box>281 297 401 310</box>
divider <box>6 842 939 843</box>
article-byline: ।। ସୌମେନ୍ଦ୍ର ଜେନା ।। <box>674 188 782 202</box>
pullquote-line: ମର୍ମାହତ ପରିସ୍ଥିତିରେ ମଧ <box>292 537 390 550</box>
pullquote-line: ଭବିଷ୍ୟତ ତଥା ଅହେତୁକ ମୃତ୍ୟୁ <box>277 267 405 280</box>
article-headline: ଗାଈଗୋରୁଙ୍କ ସମସ୍ୟା <box>586 858 945 902</box>
